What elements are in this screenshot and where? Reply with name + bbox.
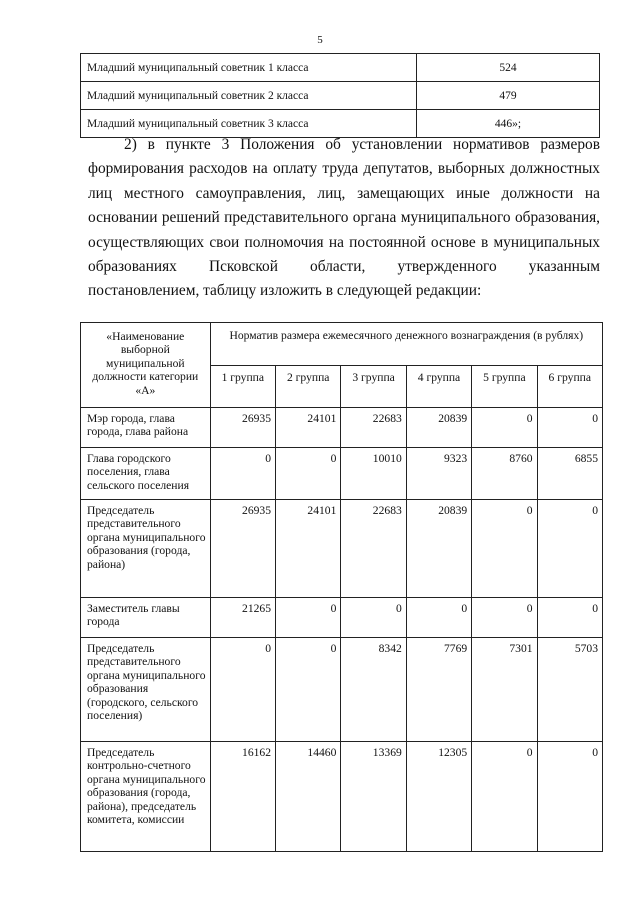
row-position: Мэр города, глава города, глава района — [81, 408, 211, 448]
row-position: Председатель представительного органа муниципального образования (города, района) — [81, 500, 211, 598]
table-row — [81, 598, 603, 638]
page-number: 5 — [317, 34, 323, 46]
top-salary-table — [80, 53, 600, 138]
row-value: 26935 — [210, 408, 275, 448]
row-value: 14460 — [276, 742, 341, 852]
row-value: 16162 — [210, 742, 275, 852]
row-value: 21265 — [210, 598, 275, 638]
row-value: 24101 — [276, 408, 341, 448]
row-value: 0 — [472, 500, 537, 598]
row-value: 12305 — [406, 742, 471, 852]
row-value: 0 — [276, 598, 341, 638]
row-value: 0 — [276, 448, 341, 500]
position-name: Младший муниципальный советник 3 класса — [81, 110, 417, 138]
header-group-2: 2 группа — [276, 366, 341, 408]
position-value: 446»; — [417, 110, 600, 138]
row-value: 6855 — [537, 448, 602, 500]
row-value: 8342 — [341, 638, 406, 742]
table-row — [81, 54, 600, 82]
header-group-4: 4 группа — [406, 366, 471, 408]
row-value: 7301 — [472, 638, 537, 742]
table-row — [81, 500, 603, 598]
header-group-6: 6 группа — [537, 366, 602, 408]
row-value: 8760 — [472, 448, 537, 500]
row-value: 0 — [537, 742, 602, 852]
table-header-row — [81, 323, 603, 366]
row-value: 0 — [406, 598, 471, 638]
paragraph-text: 2) в пункте 3 Положения об установлении нормативов размеров формирования расходов на оплату труда депутатов, выборных должностных лиц местного самоуправления, лиц, замещающих иные должности на основании решений представительного органа муниципального образования, осуществляющих свои полномочия на постоянной основе в муниципальных образованиях Псковской области, утвержденного указанным постановлением, таблицу изложить в следующей редакции: — [88, 136, 600, 300]
row-value: 10010 — [341, 448, 406, 500]
row-value: 0 — [276, 638, 341, 742]
row-position: Председатель контрольно-счетного органа муниципального образования (города, района), председатель комитета, комиссии — [81, 742, 211, 852]
row-value: 0 — [210, 448, 275, 500]
row-value: 20839 — [406, 500, 471, 598]
row-value: 0 — [472, 408, 537, 448]
table-row — [81, 742, 603, 852]
row-value: 24101 — [276, 500, 341, 598]
position-value: 524 — [417, 54, 600, 82]
row-value: 0 — [341, 598, 406, 638]
table-row — [81, 408, 603, 448]
row-value: 9323 — [406, 448, 471, 500]
table-row — [81, 638, 603, 742]
table-row — [81, 82, 600, 110]
row-position: Глава городского поселения, глава сельского поселения — [81, 448, 211, 500]
header-group-5: 5 группа — [472, 366, 537, 408]
row-value: 22683 — [341, 500, 406, 598]
remuneration-table — [80, 322, 603, 852]
row-value: 5703 — [537, 638, 602, 742]
position-name: Младший муниципальный советник 1 класса — [81, 54, 417, 82]
row-value: 0 — [210, 638, 275, 742]
body-paragraph — [88, 133, 600, 304]
row-value: 7769 — [406, 638, 471, 742]
header-group-1: 1 группа — [210, 366, 275, 408]
header-group-3: 3 группа — [341, 366, 406, 408]
row-value: 0 — [472, 742, 537, 852]
table-row — [81, 448, 603, 500]
row-value: 20839 — [406, 408, 471, 448]
row-value: 0 — [537, 408, 602, 448]
row-value: 13369 — [341, 742, 406, 852]
position-value: 479 — [417, 82, 600, 110]
header-norm: Норматив размера ежемесячного денежного вознаграждения (в рублях) — [210, 323, 602, 366]
row-value: 0 — [537, 500, 602, 598]
row-value: 22683 — [341, 408, 406, 448]
position-name: Младший муниципальный советник 2 класса — [81, 82, 417, 110]
row-value: 0 — [472, 598, 537, 638]
row-value: 0 — [537, 598, 602, 638]
row-position: Заместитель главы города — [81, 598, 211, 638]
header-position: «Наименование выборной муниципальной должности категории «А» — [81, 323, 211, 408]
row-position: Председатель представительного органа муниципального образования (городского, сельского поселения) — [81, 638, 211, 742]
row-value: 26935 — [210, 500, 275, 598]
